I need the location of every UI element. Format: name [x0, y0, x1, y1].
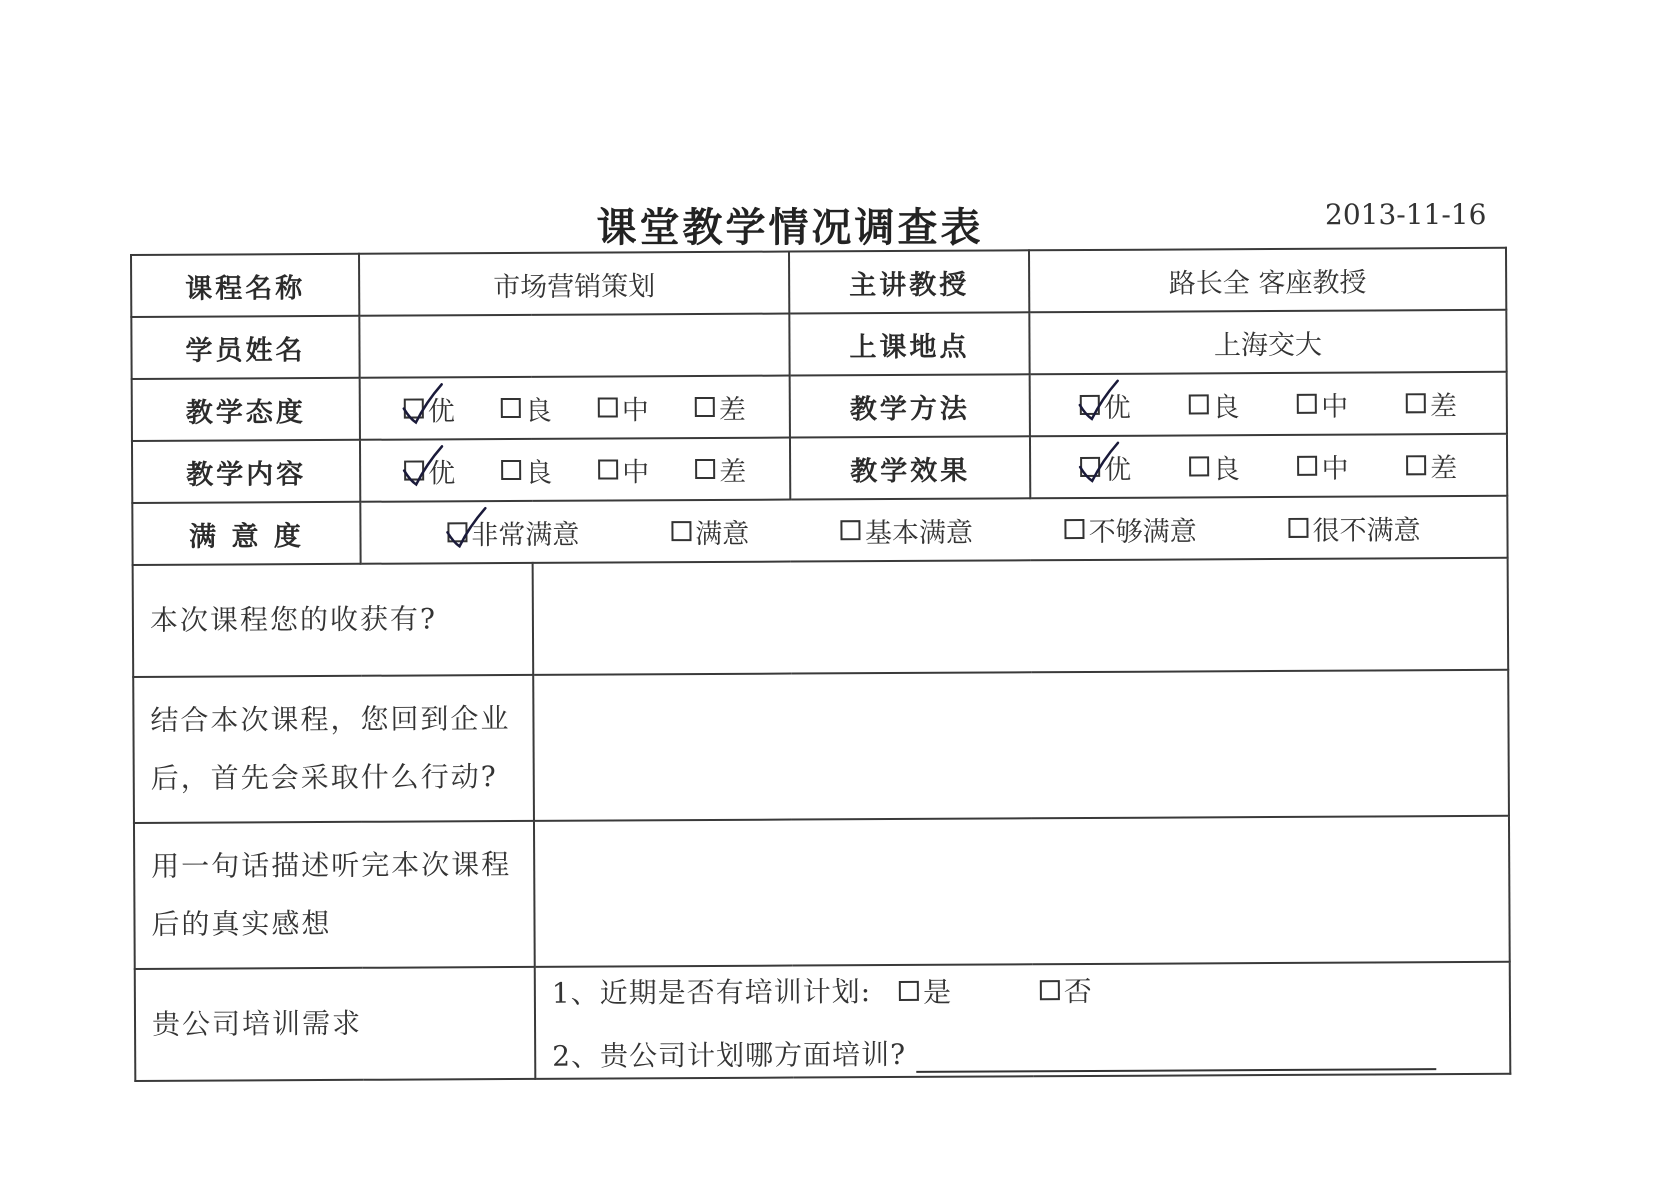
answer-feelings[interactable]	[534, 816, 1510, 967]
lecturer-label: 主讲教授	[789, 250, 1029, 313]
effect-option-4[interactable]	[1406, 446, 1457, 485]
checkbox[interactable]	[1080, 457, 1100, 477]
option-label: 满意	[695, 518, 750, 550]
option-label: 非常满意	[471, 519, 580, 551]
question-feelings: 用一句话描述听完本次课程后的真实感想	[134, 821, 535, 969]
teaching-effect-options	[1030, 434, 1507, 498]
content-option-2[interactable]	[501, 450, 552, 489]
satisfaction-label: 满 意 度	[132, 502, 360, 565]
checkbox[interactable]	[1065, 519, 1085, 539]
training-plan-no[interactable]: 否	[1040, 969, 1093, 1009]
attitude-option-4[interactable]	[695, 387, 746, 426]
checkbox[interactable]	[404, 460, 424, 480]
rating-group	[1031, 445, 1506, 486]
question-gains: 本次课程您的收获有?	[133, 563, 534, 677]
content-option-1[interactable]	[404, 451, 455, 490]
course-name-value[interactable]: 市场营销策划	[359, 252, 789, 316]
checkbox[interactable]	[695, 459, 715, 479]
location-value[interactable]: 上海交大	[1029, 310, 1506, 374]
method-option-3[interactable]	[1297, 384, 1348, 423]
content-option-4[interactable]	[695, 449, 746, 488]
checkbox[interactable]	[1040, 980, 1060, 1000]
teaching-method-label: 教学方法	[790, 374, 1030, 437]
question-actions: 结合本次课程，您回到企业后，首先会采取什么行动?	[133, 675, 534, 823]
teaching-effect-label: 教学效果	[790, 436, 1030, 499]
attitude-option-1[interactable]	[404, 389, 455, 428]
training-plan-question: 1、近期是否有培训计划:	[551, 974, 872, 1010]
option-label: 差	[1430, 452, 1458, 484]
option-label: 中	[1321, 391, 1349, 423]
checkbox[interactable]	[1080, 395, 1100, 415]
student-name-label: 学员姓名	[131, 316, 359, 379]
checkbox[interactable]	[1297, 456, 1317, 476]
course-name-label: 课程名称	[131, 254, 359, 317]
lecturer-value[interactable]: 路长全 客座教授	[1029, 248, 1506, 312]
satisfaction-option-3[interactable]	[841, 510, 973, 550]
rating-group	[361, 449, 789, 490]
option-label: 不够满意	[1088, 515, 1197, 548]
option-label: 优	[428, 457, 456, 489]
option-label: 优	[427, 395, 455, 427]
attitude-option-3[interactable]	[598, 388, 649, 427]
checkbox[interactable]	[598, 459, 618, 479]
option-label: 差	[719, 456, 747, 488]
method-option-2[interactable]	[1188, 385, 1239, 424]
checkbox[interactable]	[1406, 393, 1426, 413]
answer-gains[interactable]	[533, 558, 1509, 675]
content-option-3[interactable]	[598, 450, 649, 489]
training-area-line	[536, 1029, 1509, 1074]
option-label: 中	[621, 394, 649, 426]
student-name-value[interactable]	[359, 314, 789, 378]
option-label: 良	[524, 395, 552, 427]
satisfaction-group	[361, 507, 1506, 552]
checkbox[interactable]	[1406, 455, 1426, 475]
checkbox[interactable]	[671, 521, 691, 541]
form-title: 课堂教学情况调查表	[596, 205, 984, 251]
option-label: 差	[718, 394, 746, 426]
effect-option-3[interactable]	[1297, 446, 1348, 485]
training-needs-answers	[535, 962, 1511, 1079]
option-label: 中	[622, 456, 650, 488]
checkbox[interactable]	[1189, 456, 1209, 476]
training-area-blank[interactable]	[916, 1038, 1436, 1073]
answer-actions[interactable]	[533, 670, 1509, 821]
checkbox[interactable]	[695, 397, 715, 417]
teaching-attitude-options	[360, 376, 790, 440]
checkbox[interactable]	[899, 980, 919, 1000]
option-label: 差	[1429, 390, 1458, 422]
option-label: 中	[1321, 453, 1349, 485]
teaching-attitude-label: 教学态度	[132, 378, 360, 441]
effect-option-1[interactable]	[1080, 447, 1131, 486]
survey-form	[130, 247, 1509, 1073]
option-label: 良	[1212, 391, 1240, 423]
checkbox[interactable]	[501, 398, 521, 418]
satisfaction-option-1[interactable]	[447, 512, 579, 552]
satisfaction-option-4[interactable]	[1065, 509, 1197, 549]
satisfaction-options	[360, 496, 1507, 564]
rating-group	[1031, 383, 1506, 424]
option-label: 优	[1103, 392, 1131, 424]
checkbox[interactable]	[447, 522, 467, 542]
training-plan-line	[536, 966, 1509, 1012]
option-label: 良	[1212, 453, 1240, 485]
checkbox[interactable]	[1297, 394, 1317, 414]
option-label: 优	[1103, 454, 1132, 486]
form-date: 2013-11-16	[1325, 198, 1487, 231]
teaching-content-label: 教学内容	[132, 440, 360, 503]
method-option-1[interactable]	[1080, 385, 1131, 424]
question-training-needs: 贵公司培训需求	[135, 967, 536, 1081]
teaching-content-options	[360, 438, 790, 502]
satisfaction-option-5[interactable]	[1288, 508, 1420, 548]
checkbox[interactable]	[1188, 394, 1208, 414]
checkbox[interactable]	[841, 520, 861, 540]
method-option-4[interactable]	[1406, 384, 1457, 423]
option-label: 基本满意	[864, 517, 974, 549]
location-label: 上课地点	[789, 312, 1029, 375]
checkbox[interactable]	[404, 398, 424, 418]
checkbox[interactable]	[1288, 518, 1308, 538]
survey-table	[130, 247, 1511, 1082]
effect-option-2[interactable]	[1189, 447, 1240, 486]
option-label: 良	[525, 457, 553, 489]
rating-group	[361, 387, 789, 428]
checkbox[interactable]	[598, 397, 618, 417]
option-label: 很不满意	[1312, 514, 1421, 547]
attitude-option-2[interactable]	[501, 388, 552, 427]
satisfaction-option-2[interactable]	[671, 511, 749, 550]
teaching-method-options	[1030, 372, 1507, 436]
training-area-question: 2、贵公司计划哪方面培训?	[552, 1037, 907, 1073]
checkbox[interactable]	[501, 460, 521, 480]
training-plan-yes[interactable]: 是	[899, 970, 952, 1010]
